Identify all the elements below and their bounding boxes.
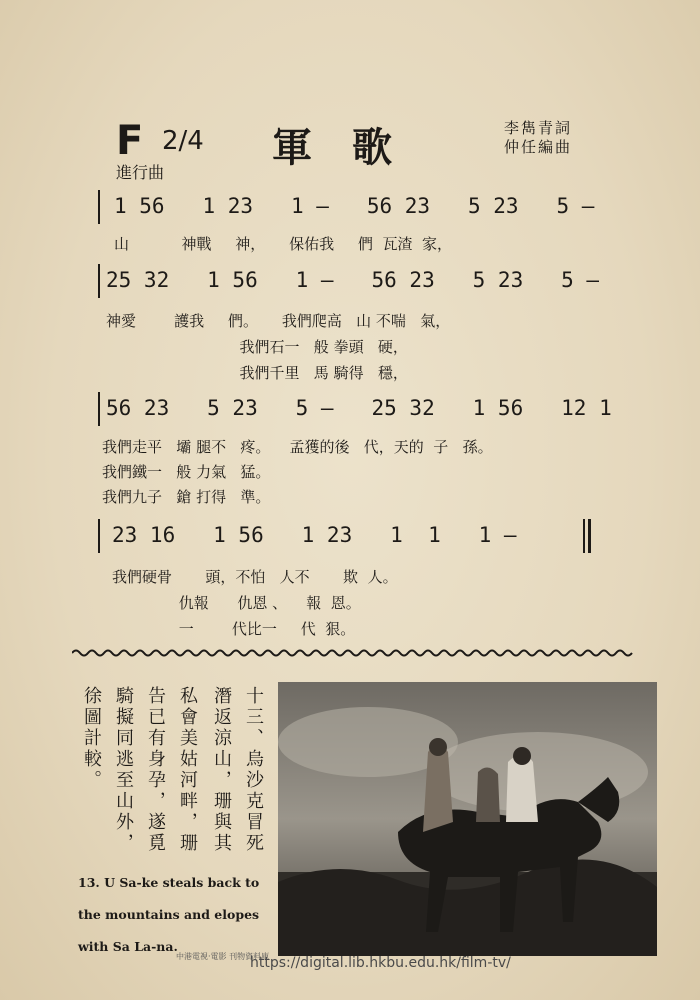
final-barline <box>583 519 585 553</box>
caption-col-3: 私會美姑河畔，珊 <box>177 686 198 854</box>
key-signature: F <box>116 118 144 164</box>
wavy-divider <box>72 648 634 658</box>
song-title: 軍歌 <box>272 124 432 171</box>
photo-horses-riders <box>278 682 657 956</box>
lyricist: 李雋青詞 <box>504 119 573 137</box>
notation-row-1: 1 56 1 23 1 — 56 23 5 23 5 — <box>114 194 595 218</box>
notation-row-2: 25 32 1 56 1 — 56 23 5 23 5 — <box>106 268 600 292</box>
final-barline-thick <box>588 519 591 553</box>
time-signature: 2/4 <box>162 126 204 156</box>
lyric-row-2-line-2: 我們石一 般 拳頭 硬， <box>106 338 408 356</box>
english-caption: 13. U Sa-ke steals back to the mountains and elopes with Sa La-na. <box>78 875 260 954</box>
lyric-row-4-line-2: 仇報 仇恩 、 報 恩。 <box>112 594 361 612</box>
tempo-marking: 進行曲 <box>116 163 165 182</box>
caption-col-1: 十三、烏沙克冒死 <box>243 686 264 854</box>
lyric-row-2-line-3: 我們千里 馬 騎得 穩， <box>106 364 408 382</box>
notation-row-3: 56 23 5 23 5 — 25 32 1 56 12 1 <box>106 396 612 420</box>
barline <box>98 392 100 426</box>
lyric-row-3-line-2: 我們鐵一 般 力氣 猛。 <box>102 463 271 481</box>
lyric-row-3-line-1: 我們走平 壩 腿不 疼。 孟獲的後 代，天的 子 孫。 <box>102 438 493 456</box>
notation-row-4: 23 16 1 56 1 23 1 1 1 — <box>112 523 517 547</box>
caption-col-5: 騎擬同逃至山外， <box>113 686 134 854</box>
barline <box>98 190 100 224</box>
lyric-row-3-line-3: 我們九子 鎗 打得 準。 <box>102 488 271 506</box>
credits <box>504 119 572 157</box>
caption-col-6: 徐圖計較。 <box>81 686 102 791</box>
lyric-row-4-line-3: 一 代比一 代 狠。 <box>112 620 356 638</box>
caption-col-2: 潛返涼山，珊與其 <box>211 686 232 854</box>
lyric-row-1-line-1: 山 神戰 神， 保佑我 們 瓦渣 家， <box>114 235 453 253</box>
composer: 仲任編曲 <box>504 138 573 156</box>
watermark-url[interactable]: https://digital.lib.hkbu.edu.hk/film-tv/ <box>250 955 511 971</box>
barline <box>98 519 100 553</box>
watermark-org: 中港電視·電影 刊物資料庫 <box>176 952 270 961</box>
lyric-row-2-line-1: 神愛 護我 們。 我們爬高 山 不喘 氣， <box>106 312 451 330</box>
barline <box>98 264 100 298</box>
lyric-row-4-line-1: 我們硬骨 頭，不怕 人不 欺 人。 <box>112 568 398 586</box>
caption-col-4: 告已有身孕，遂覓 <box>145 686 166 854</box>
